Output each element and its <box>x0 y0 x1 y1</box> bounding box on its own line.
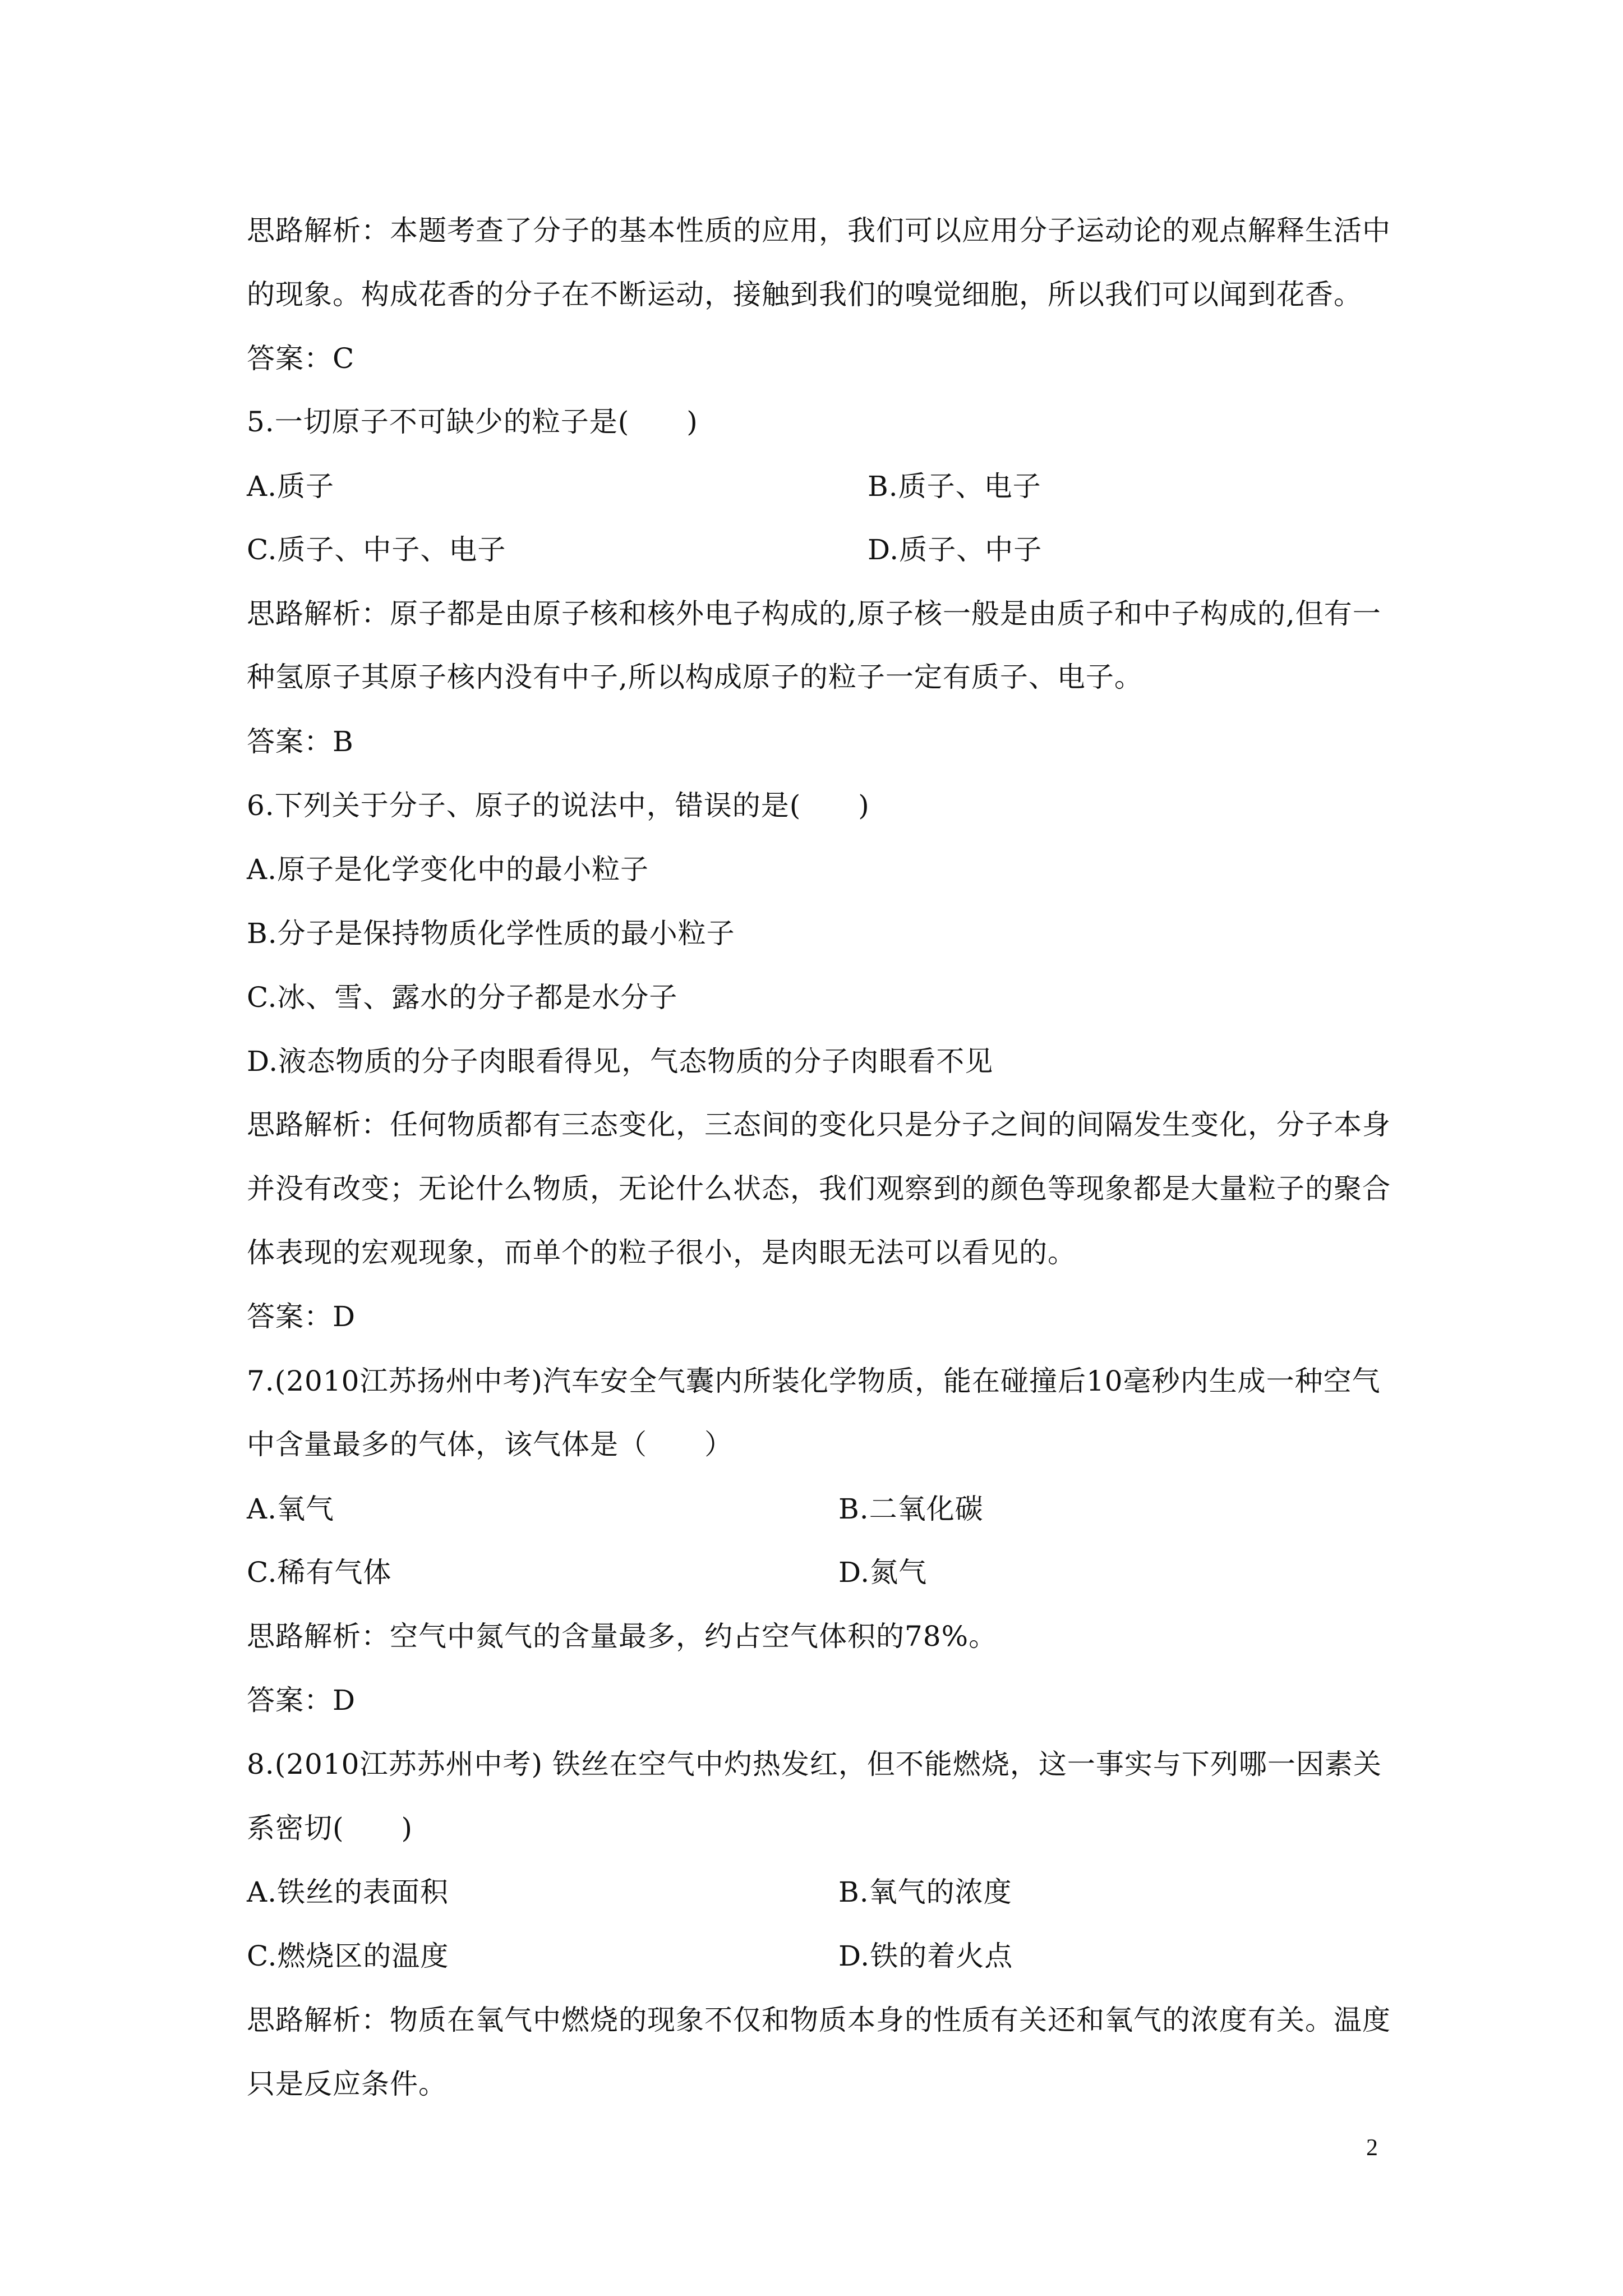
q8-option-a: A.铁丝的表面积 <box>247 1876 449 1908</box>
q5-answer: 答案：B <box>247 725 354 758</box>
q6-answer: 答案：D <box>247 1300 356 1333</box>
q7-explanation: 思路解析：空气中氮气的含量最多，约占空气体积的78%。 <box>247 1620 998 1653</box>
q8-stem-line-2: 系密切( ) <box>247 1812 413 1844</box>
q6-explanation-line-1: 思路解析：任何物质都有三态变化，三态间的变化只是分子之间的间隔发生变化，分子本身 <box>247 1108 1391 1141</box>
q5-explanation-line-2: 种氢原子其原子核内没有中子,所以构成原子的粒子一定有质子、电子。 <box>247 661 1143 693</box>
q7-option-a: A.氧气 <box>247 1493 335 1525</box>
q8-option-d: D.铁的着火点 <box>838 1940 1013 1972</box>
q7-option-d: D.氮气 <box>838 1556 928 1589</box>
q6-option-d: D.液态物质的分子肉眼看得见，气态物质的分子肉眼看不见 <box>247 1045 994 1078</box>
q5-option-a: A.质子 <box>247 470 335 503</box>
q8-option-c: C.燃烧区的温度 <box>247 1940 449 1972</box>
q6-option-a: A.原子是化学变化中的最小粒子 <box>247 853 649 886</box>
q4-answer: 答案：C <box>247 342 355 375</box>
q7-stem-line-2: 中含量最多的气体，该气体是（ ） <box>247 1428 733 1461</box>
q7-option-c: C.稀有气体 <box>247 1556 392 1589</box>
page-number: 2 <box>1366 2135 1378 2161</box>
q8-stem-line-1: 8.(2010江苏苏州中考) 铁丝在空气中灼热发红，但不能燃烧，这一事实与下列哪一因素关 <box>247 1748 1382 1780</box>
q6-stem: 6.下列关于分子、原子的说法中，错误的是( ) <box>247 789 870 822</box>
q4-explanation-line-1: 思路解析：本题考查了分子的基本性质的应用，我们可以应用分子运动论的观点解释生活中 <box>247 214 1391 247</box>
q6-explanation-line-2: 并没有改变；无论什么物质，无论什么状态，我们观察到的颜色等现象都是大量粒子的聚合 <box>247 1172 1391 1205</box>
q6-option-c: C.冰、雪、露水的分子都是水分子 <box>247 981 678 1014</box>
q7-stem-line-1: 7.(2010江苏扬州中考)汽车安全气囊内所装化学物质，能在碰撞后10毫秒内生成一种空气 <box>247 1365 1381 1397</box>
q5-stem: 5.一切原子不可缺少的粒子是( ) <box>247 406 698 438</box>
q8-option-b: B.氧气的浓度 <box>838 1876 1012 1908</box>
q7-answer: 答案：D <box>247 1684 356 1717</box>
q6-option-b: B.分子是保持物质化学性质的最小粒子 <box>247 917 735 950</box>
q5-option-d: D.质子、中子 <box>868 533 1043 566</box>
q8-explanation-line-2: 只是反应条件。 <box>247 2068 447 2100</box>
q4-explanation-line-2: 的现象。构成花香的分子在不断运动，接触到我们的嗅觉细胞，所以我们可以闻到花香。 <box>247 278 1362 311</box>
q7-option-b: B.二氧化碳 <box>838 1493 984 1525</box>
q5-option-b: B.质子、电子 <box>868 470 1041 503</box>
q5-option-c: C.质子、中子、电子 <box>247 533 506 566</box>
q5-explanation-line-1: 思路解析：原子都是由原子核和核外电子构成的,原子核一般是由质子和中子构成的,但有一 <box>247 597 1381 630</box>
q8-explanation-line-1: 思路解析：物质在氧气中燃烧的现象不仅和物质本身的性质有关还和氧气的浓度有关。温度 <box>247 2004 1391 2036</box>
q6-explanation-line-3: 体表现的宏观现象，而单个的粒子很小，是肉眼无法可以看见的。 <box>247 1236 1076 1269</box>
